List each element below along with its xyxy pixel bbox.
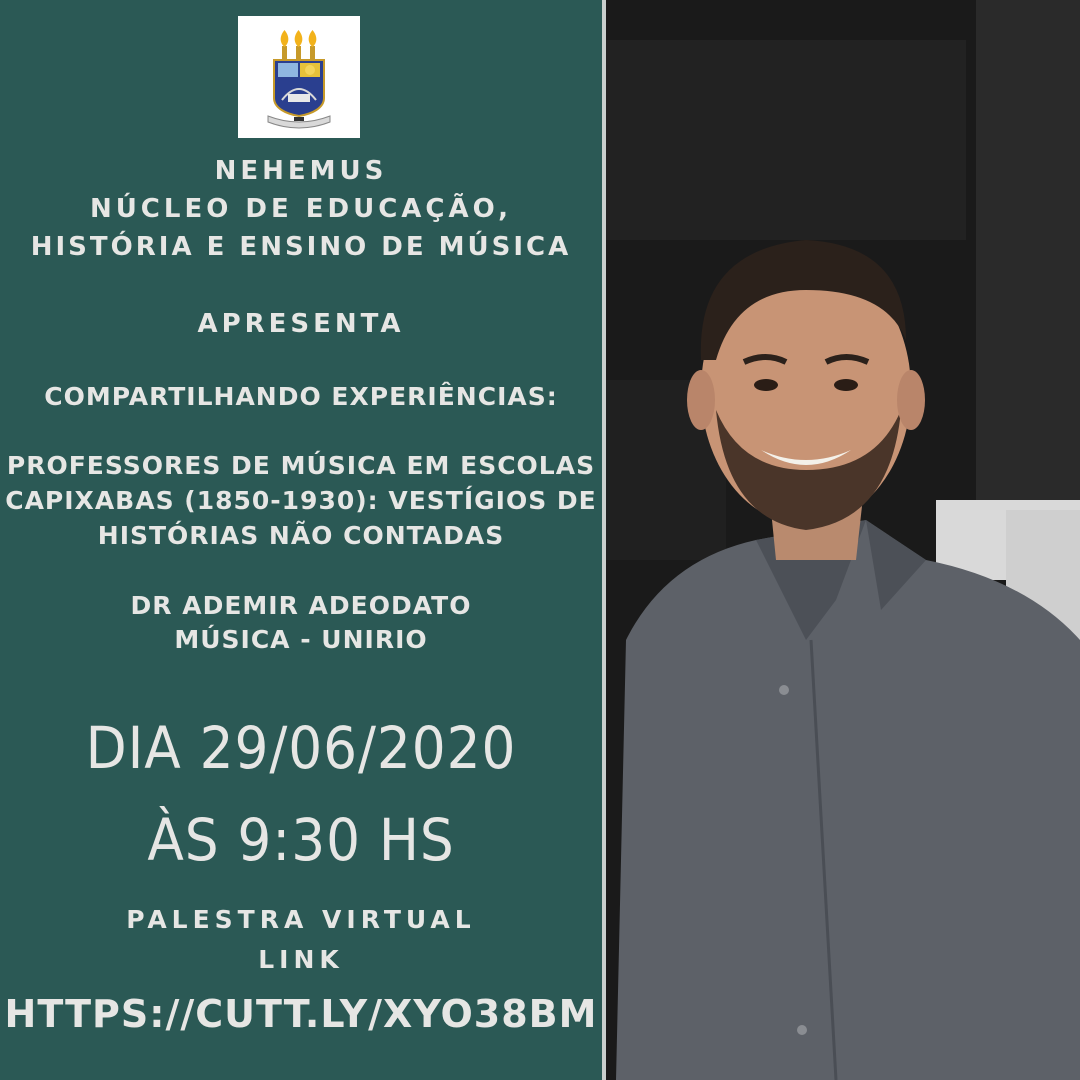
org-name-line2: NÚCLEO DE EDUCAÇÃO, <box>89 194 513 224</box>
event-link[interactable]: HTTPS://CUTT.LY/XYO38BM <box>4 992 598 1036</box>
presents-label: APRESENTA <box>197 309 405 339</box>
org-name-line1: NEHEMUS <box>214 156 388 186</box>
link-label: LINK <box>258 945 344 974</box>
speaker-name: DR ADEMIR ADEODATO <box>130 591 472 620</box>
speaker-affiliation: MÚSICA - UNIRIO <box>174 625 428 654</box>
event-format: PALESTRA VIRTUAL <box>126 905 476 934</box>
event-date: DIA 29/06/2020 <box>85 714 517 782</box>
talk-title-line1: PROFESSORES DE MÚSICA EM ESCOLAS <box>6 451 596 480</box>
university-logo <box>238 16 360 138</box>
talk-title-line2: CAPIXABAS (1850-1930): VESTÍGIOS DE <box>5 486 597 515</box>
talk-title-line3: HISTÓRIAS NÃO CONTADAS <box>97 521 505 550</box>
series-title: COMPARTILHANDO EXPERIÊNCIAS: <box>44 382 558 411</box>
org-name-line3: HISTÓRIA E ENSINO DE MÚSICA <box>30 232 572 262</box>
speaker-photo <box>606 0 1080 1080</box>
university-crest-icon <box>238 16 360 138</box>
speaker-portrait-icon <box>606 0 1080 1080</box>
event-time: ÀS 9:30 HS <box>147 806 455 874</box>
